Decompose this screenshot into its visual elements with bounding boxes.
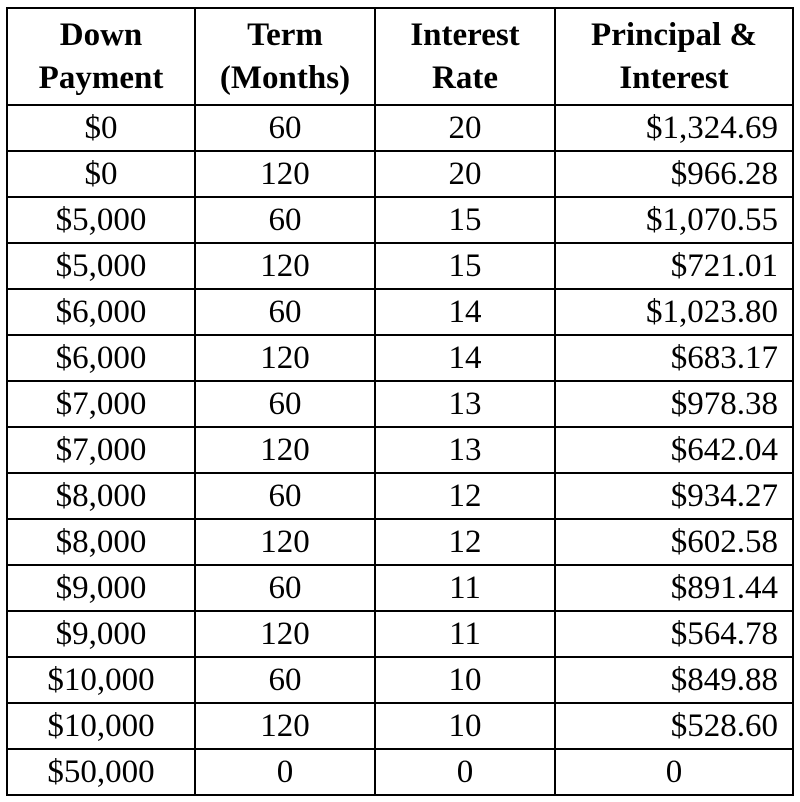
interest-rate-cell: 12 [375,473,555,519]
table-row [7,611,793,657]
principal-interest-cell: $564.78 [555,611,793,657]
down-payment-cell: $7,000 [7,381,195,427]
down-payment-cell: $7,000 [7,427,195,473]
table-row [7,243,793,289]
header-row [7,8,793,105]
principal-interest-cell: $1,324.69 [555,105,793,151]
term-cell: 120 [195,243,375,289]
table-row [7,335,793,381]
term-cell: 60 [195,197,375,243]
principal-interest-cell: $1,070.55 [555,197,793,243]
interest-rate-cell: 11 [375,611,555,657]
table-row [7,289,793,335]
header-term-line1: Term [247,16,323,53]
down-payment-cell: $10,000 [7,657,195,703]
interest-rate-cell: 15 [375,243,555,289]
principal-interest-cell: $978.38 [555,381,793,427]
header-down-payment [7,8,195,105]
interest-rate-cell: 11 [375,565,555,611]
down-payment-cell: $6,000 [7,335,195,381]
down-payment-cell: $5,000 [7,197,195,243]
principal-interest-cell: $934.27 [555,473,793,519]
term-cell: 120 [195,427,375,473]
table-row [7,381,793,427]
principal-interest-cell: $642.04 [555,427,793,473]
table-row [7,105,793,151]
term-cell: 60 [195,473,375,519]
header-interest-rate-line1: Interest [410,16,520,53]
term-cell: 60 [195,381,375,427]
term-cell: 0 [195,749,375,795]
header-principal-interest-line1: Principal & [591,16,757,53]
table-row [7,519,793,565]
header-interest-rate-line2: Rate [432,59,498,96]
header-down-payment-line1: Down [59,16,143,53]
term-cell: 120 [195,151,375,197]
table-row [7,703,793,749]
table-body [7,105,793,795]
term-cell: 60 [195,565,375,611]
header-term-line2: (Months) [219,59,351,96]
header-term [195,8,375,105]
interest-rate-cell: 12 [375,519,555,565]
principal-interest-cell: $528.60 [555,703,793,749]
table-row [7,151,793,197]
interest-rate-cell: 13 [375,381,555,427]
interest-rate-cell: 14 [375,335,555,381]
down-payment-cell: $10,000 [7,703,195,749]
principal-interest-cell: 0 [555,749,793,795]
term-cell: 120 [195,335,375,381]
table-row [7,657,793,703]
term-cell: 120 [195,519,375,565]
principal-interest-cell: $602.58 [555,519,793,565]
table-row [7,473,793,519]
down-payment-cell: $9,000 [7,611,195,657]
down-payment-cell: $0 [7,105,195,151]
header-principal-interest [555,8,793,105]
interest-rate-cell: 20 [375,151,555,197]
principal-interest-cell: $966.28 [555,151,793,197]
principal-interest-cell: $721.01 [555,243,793,289]
principal-interest-cell: $683.17 [555,335,793,381]
interest-rate-cell: 20 [375,105,555,151]
interest-rate-cell: 10 [375,657,555,703]
down-payment-cell: $8,000 [7,473,195,519]
interest-rate-cell: 14 [375,289,555,335]
down-payment-cell: $9,000 [7,565,195,611]
principal-interest-cell: $891.44 [555,565,793,611]
down-payment-cell: $6,000 [7,289,195,335]
term-cell: 120 [195,703,375,749]
term-cell: 60 [195,289,375,335]
header-principal-interest-line2: Interest [619,59,729,96]
table-row [7,197,793,243]
term-cell: 60 [195,657,375,703]
interest-rate-cell: 15 [375,197,555,243]
interest-rate-cell: 13 [375,427,555,473]
down-payment-cell: $50,000 [7,749,195,795]
down-payment-cell: $8,000 [7,519,195,565]
term-cell: 60 [195,105,375,151]
down-payment-cell: $5,000 [7,243,195,289]
principal-interest-cell: $1,023.80 [555,289,793,335]
header-down-payment-line2: Payment [38,59,164,96]
table-row [7,565,793,611]
interest-rate-cell: 10 [375,703,555,749]
table-row [7,427,793,473]
down-payment-cell: $0 [7,151,195,197]
loan-payment-table [6,7,794,796]
header-interest-rate [375,8,555,105]
term-cell: 120 [195,611,375,657]
table-row [7,749,793,795]
interest-rate-cell: 0 [375,749,555,795]
loan-table-container [6,7,792,795]
table-header [7,8,793,105]
principal-interest-cell: $849.88 [555,657,793,703]
